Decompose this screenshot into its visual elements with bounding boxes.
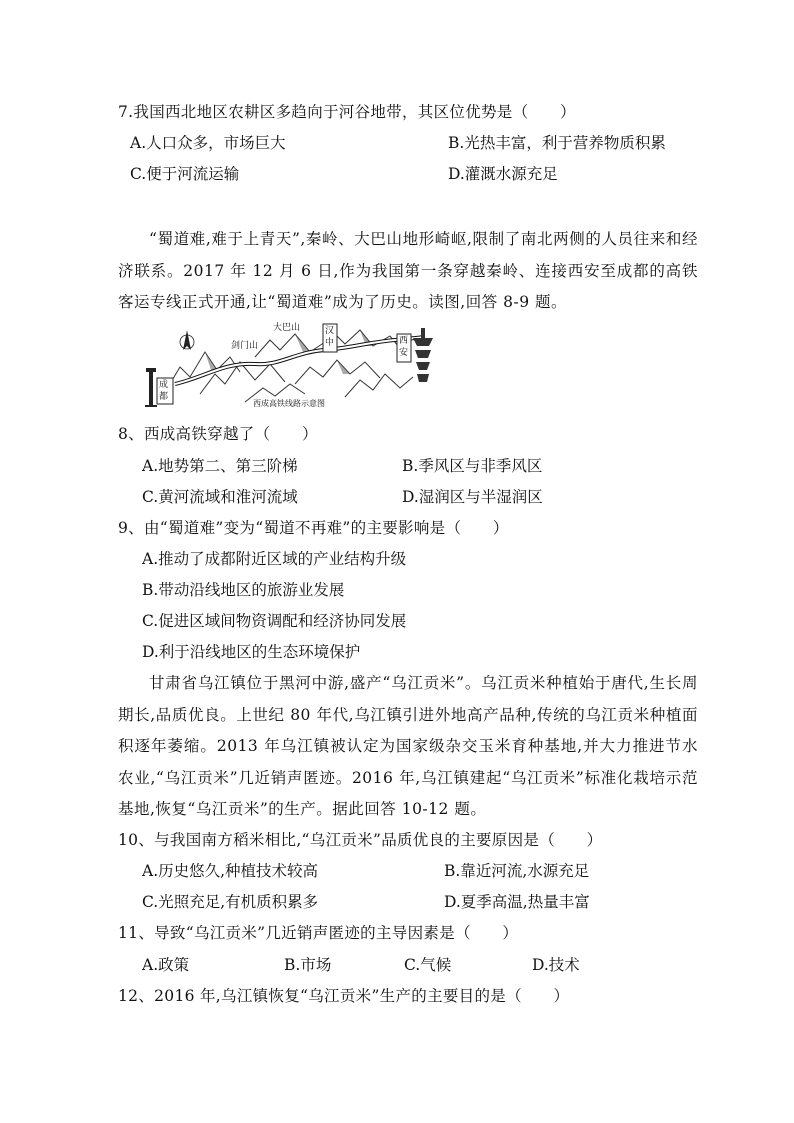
q8-option-a: A.地势第二、第三阶梯 xyxy=(142,457,298,475)
q8-option-c: C.黄河流域和淮河流域 xyxy=(142,488,298,506)
passage-wujiang-rice: 甘肃省乌江镇位于黑河中游,盛产“乌江贡米”。乌江贡米种植始于唐代,生长周期长,品质优良。上世纪 80 年代,乌江镇引进外地高产品种,传统的乌江贡米种植面积逐年萎缩。2013 年乌江镇被认定为国家级杂交玉米育种基地,并大力推进节水农业,“乌江贡米”几近销声匿迹。2016 年,乌江镇建起“乌江贡米”标准化栽培示范基地,恢复“乌江贡米”的生产。据此回答 10-12 题。 xyxy=(118,674,698,818)
q8-stem: 8、西成高铁穿越了（ ） xyxy=(118,425,318,443)
q10-option-a: A.历史悠久,种植技术较高 xyxy=(142,862,319,880)
q10-option-b: B.靠近河流,水源充足 xyxy=(444,862,590,880)
railway-map-figure xyxy=(145,322,445,414)
q10-stem: 10、与我国南方稻米相比,“乌江贡米”品质优良的主要原因是（ ） xyxy=(118,831,603,849)
q7-option-a: A.人口众多，市场巨大 xyxy=(130,134,286,152)
q8-option-d: D.湿润区与半湿润区 xyxy=(402,488,543,506)
q12-stem: 12、2016 年,乌江镇恢复“乌江贡米”生产的主要目的是（ ） xyxy=(118,987,570,1005)
map-caption: 西成高铁线路示意图 xyxy=(253,399,325,408)
q7-option-d: D.灌溉水源充足 xyxy=(448,165,558,183)
q7-option-b: B.光热丰富，利于营养物质积累 xyxy=(448,134,666,152)
q11-option-d: D.技术 xyxy=(532,956,580,974)
north-arrow-icon xyxy=(180,330,194,350)
map-label-xian: 西安 xyxy=(399,336,409,358)
passage-shudao: “蜀道难,难于上青天”,秦岭、大巴山地形崎岖,限制了南北两侧的人员往来和经济联系。2017 年 12 月 6 日,作为我国第一条穿越秦岭、连接西安至成都的高铁客运专线正式开通,让“蜀道难”成为了历史。读图,回答 8-9 题。 xyxy=(118,230,698,311)
q9-stem: 9、由“蜀道难”变为“蜀道不再难”的主要影响是（ ） xyxy=(118,519,509,537)
q11-option-c: C.气候 xyxy=(404,956,452,974)
q9-option-a: A.推动了成都附近区域的产业结构升级 xyxy=(142,550,407,568)
map-label-chengdu: 成都 xyxy=(159,380,169,402)
chengdu-tower-icon xyxy=(145,368,157,406)
map-label-hanzhong: 汉中 xyxy=(325,326,335,348)
q10-option-c: C.光照充足,有机质积累多 xyxy=(142,893,319,911)
q11-option-a: A.政策 xyxy=(142,956,190,974)
q11-option-b: B.市场 xyxy=(284,956,332,974)
map-label-jianmenshan: 剑门山 xyxy=(231,341,259,351)
q9-option-d: D.利于沿线地区的生态环境保护 xyxy=(142,643,361,661)
q9-option-c: C.促进区域间物资调配和经济协同发展 xyxy=(142,612,407,630)
map-label-dabashan: 大巴山 xyxy=(273,323,301,333)
q9-option-b: B.带动沿线地区的旅游业发展 xyxy=(142,581,345,599)
q10-option-d: D.夏季高温,热量丰富 xyxy=(444,893,590,911)
q11-stem: 11、导致“乌江贡米”几近销声匿迹的主导因素是（ ） xyxy=(118,924,519,942)
q8-option-b: B.季风区与非季风区 xyxy=(402,457,543,475)
q7-option-c: C.便于河流运输 xyxy=(130,165,240,183)
q7-stem: 7.我国西北地区农耕区多趋向于河谷地带，其区位优势是（ ） xyxy=(118,103,576,121)
